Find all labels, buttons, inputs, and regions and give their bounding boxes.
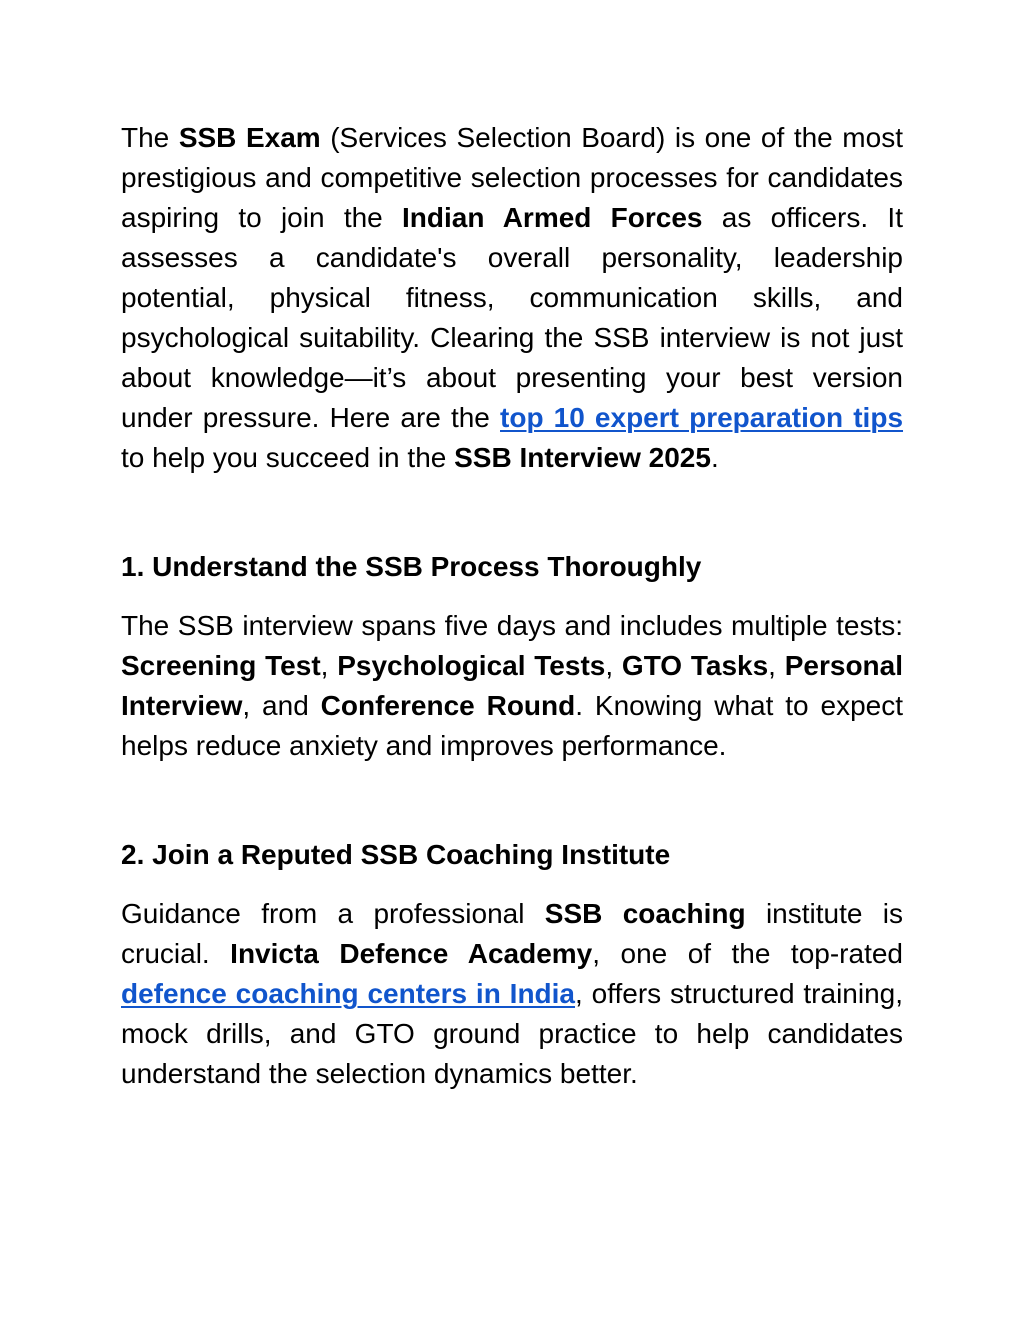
- intro-bold-indian-armed-forces: Indian Armed Forces: [402, 202, 703, 233]
- s2-text-1: Guidance from a professional: [121, 898, 545, 929]
- s1-text-4: ,: [768, 650, 785, 681]
- s1-bold-personal-interview: Personal Interview: [121, 650, 904, 721]
- s2-bold-ssb-coaching: SSB coaching: [544, 898, 746, 929]
- defence-coaching-centers-link[interactable]: defence coaching centers in India: [121, 978, 576, 1009]
- s1-text-6: . Knowing what to expect helps reduce anxiety and improves performance.: [121, 690, 903, 761]
- s2-text-4: , offers structured training, mock drills, and GTO ground practice to help candidates understand the selection dynamics better.: [121, 978, 904, 1089]
- intro-text-3: as officers. It assesses a candidate's overall personality, leadership potential, physical fitness, communication skills, and psychological suitability. Clearing the SSB interview is not just about knowledge—it’s about presenting your best version under pressure. Here are the: [121, 202, 903, 433]
- intro-paragraph: [121, 118, 903, 478]
- s1-text-3: ,: [605, 650, 622, 681]
- top-10-tips-link[interactable]: top 10 expert preparation tips: [500, 402, 904, 433]
- intro-bold-ssb-interview-2025: SSB Interview 2025: [454, 442, 711, 473]
- intro-text-5: .: [710, 442, 719, 473]
- intro-text-1: The: [121, 122, 179, 153]
- intro-text-2: (Services Selection Board) is one of the most prestigious and competitive selection processes for candidates aspiring to join the: [121, 122, 903, 233]
- section-1-paragraph: [121, 606, 903, 766]
- s1-bold-gto-tasks: GTO Tasks: [621, 650, 769, 681]
- s1-text-2: ,: [320, 650, 338, 681]
- s1-text-1: The SSB interview spans five days and includes multiple tests:: [121, 610, 903, 641]
- document-page: [121, 118, 903, 1094]
- s2-text-2: institute is crucial.: [121, 898, 904, 969]
- intro-bold-ssb-exam: SSB Exam: [178, 122, 321, 153]
- s2-bold-invicta-defence-academy: Invicta Defence Academy: [230, 938, 593, 969]
- section-2-heading: 2. Join a Reputed SSB Coaching Institute: [121, 839, 671, 870]
- section-1-heading: 1. Understand the SSB Process Thoroughly: [121, 551, 702, 582]
- s1-bold-psychological-tests: Psychological Tests: [337, 650, 606, 681]
- intro-text-4: to help you succeed in the: [121, 442, 455, 473]
- s1-bold-screening-test: Screening Test: [121, 650, 321, 681]
- s1-text-5: , and: [242, 690, 321, 721]
- section-2-paragraph: [121, 894, 903, 1094]
- s1-bold-conference-round: Conference Round: [320, 690, 576, 721]
- s2-text-3: , one of the top-rated: [592, 938, 904, 969]
